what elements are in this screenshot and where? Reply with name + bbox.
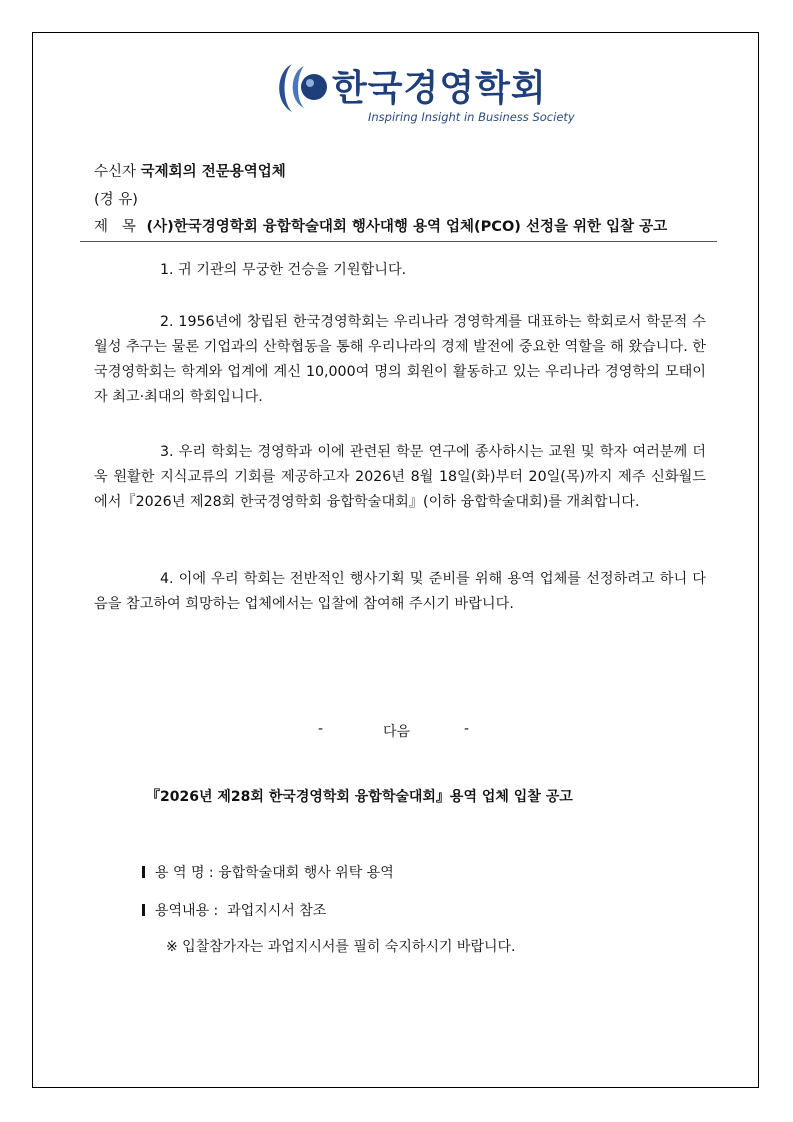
- divider-dash-left: -: [318, 721, 324, 737]
- paragraph-2: 2. 1956년에 창립된 한국경영학회는 우리나라 경영학계를 대표하는 학회로서 학문적 수월성 추구는 물론 기업과의 산학협동을 통해 우리나라의 경제 발전에 중요한 역할을 해 왔습니다. 한국경영학회는 학계와 업계에 계신 10,000여 명의 회원이 활동하고 있는 우리나라 경영학의 모태이자 최고·최대의 학회입니다.: [94, 314, 706, 405]
- subject-label: 제 목: [94, 219, 136, 235]
- paragraph-1: 1. 귀 기관의 무궁한 건승을 기원합니다.: [160, 262, 407, 278]
- organization-logo: [270, 58, 575, 128]
- document-frame: [32, 32, 759, 1088]
- logo-subtitle: Inspiring Insight in Business Society: [368, 110, 575, 124]
- bullet-icon: [142, 866, 145, 878]
- via-line: (경 유): [94, 192, 138, 208]
- recipient-value: 국제회의 전문용역업체: [140, 164, 286, 180]
- item-label: 용역내용 :: [155, 903, 219, 919]
- divider-dash-right: -: [464, 721, 470, 737]
- paragraph-4: 4. 이에 우리 학회는 전반적인 행사기획 및 준비를 위해 용역 업체를 선정하려고 하니 다음을 참고하여 희망하는 업체에서는 입찰에 참여해 주시기 바랍니다.: [94, 571, 706, 612]
- notice-title: 『2026년 제28회 한국경영학회 융합학술대회』용역 업체 입찰 공고: [146, 789, 573, 805]
- subject-value: (사)한국경영학회 융합학술대회 행사대행 용역 업체(PCO) 선정을 위한 입찰 공고: [146, 219, 668, 235]
- divider-label: 다음: [383, 724, 411, 740]
- logo-mark-icon: [270, 58, 330, 118]
- logo-title: 한국경영학회: [332, 68, 547, 109]
- subject-line: [94, 215, 667, 236]
- notice-note: ※ 입찰참가자는 과업지시서를 필히 숙지하시기 바랍니다.: [166, 939, 516, 955]
- recipient-label: 수신자: [94, 164, 137, 180]
- notice-item-service-content: [142, 900, 326, 920]
- notice-item-service-name: [142, 862, 394, 882]
- bullet-icon: [142, 904, 145, 916]
- recipient-line: [94, 160, 286, 181]
- item-value: 융합학술대회 행사 위탁 용역: [218, 865, 394, 881]
- header-divider: [80, 241, 717, 242]
- item-value: 과업지시서 참조: [222, 903, 327, 919]
- paragraph-3: 3. 우리 학회는 경영학과 이에 관련된 학문 연구에 종사하시는 교원 및 학자 여러분께 더욱 원활한 지식교류의 기회를 제공하고자 2026년 8월 18일(화)부터 20일(목)까지 제주 신화월드에서『2026년 제28회 한국경영학회 융합학술대회』(이하 융합학술대회)를 개최합니다.: [94, 444, 706, 510]
- item-label: 용 역 명 :: [155, 865, 214, 881]
